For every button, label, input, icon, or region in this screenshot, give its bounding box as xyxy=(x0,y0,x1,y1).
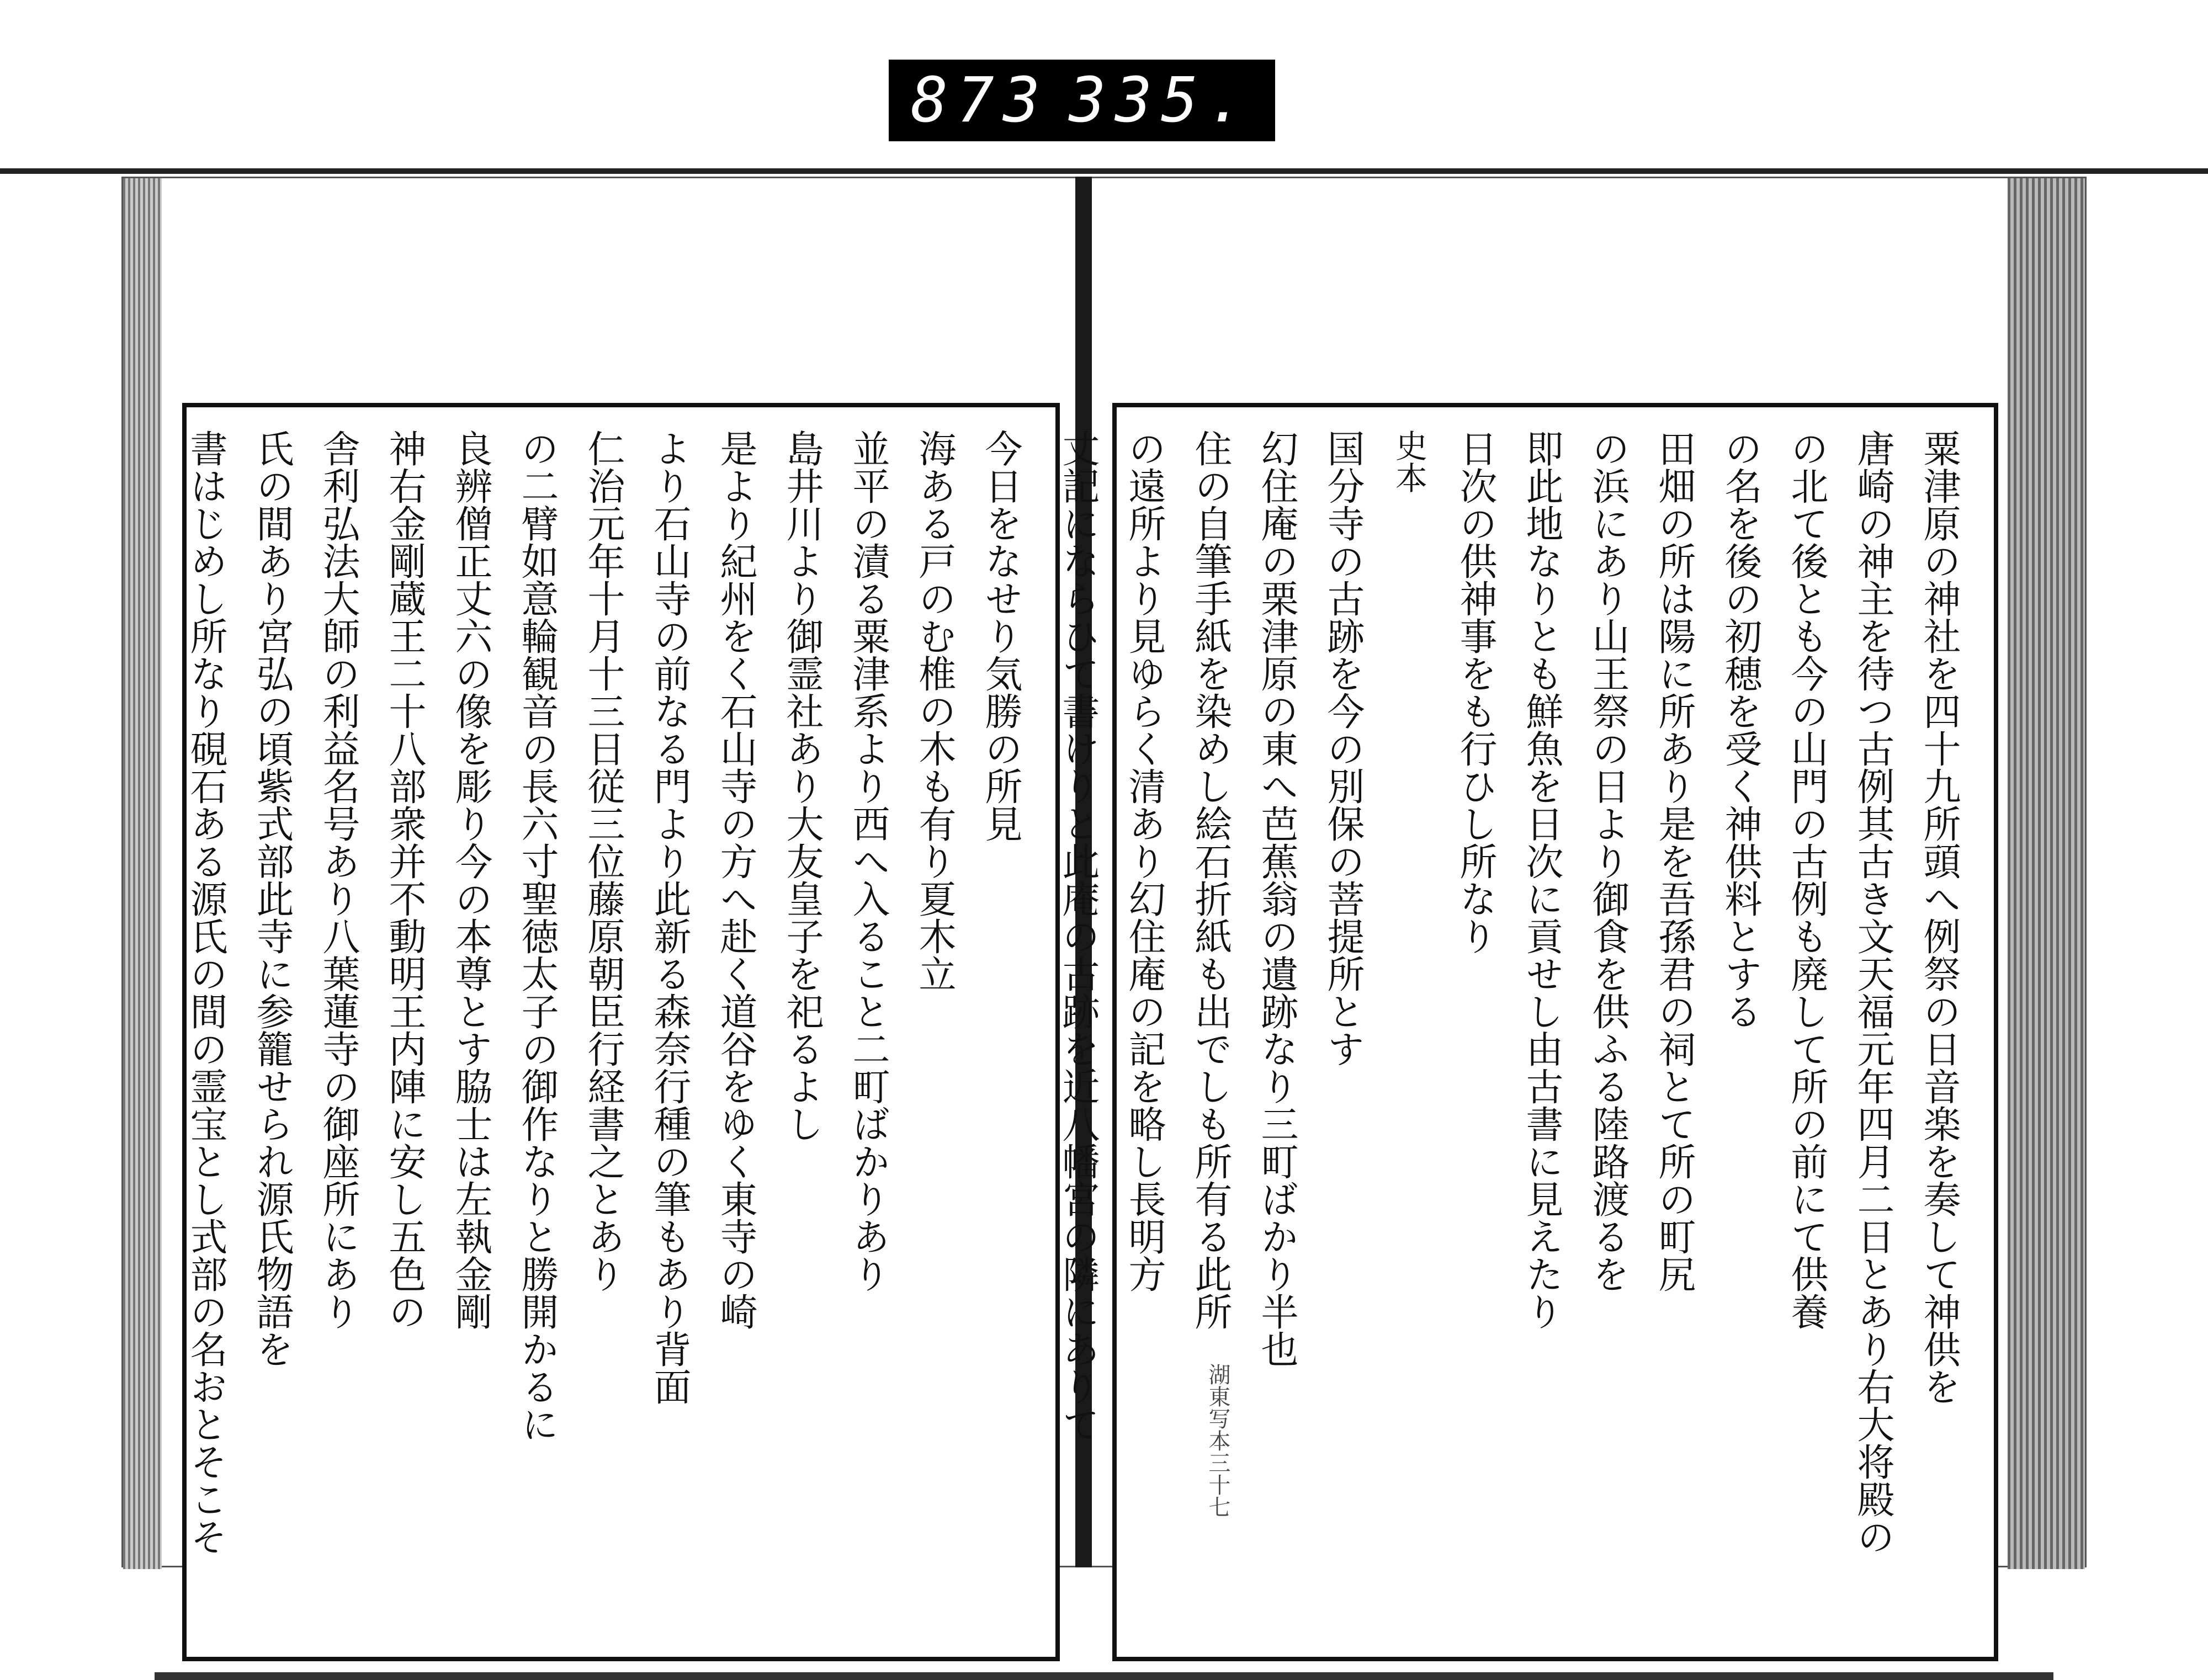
text-column: 唐崎の神主を待つ古例其古き文天福元年四月二日とあり右大将殿の xyxy=(1851,429,1894,1555)
text-column: 氏の間あり宮弘の頃紫式部此寺に参籠せられ源氏物語を xyxy=(250,429,294,1368)
text-column: 国分寺の古跡を今の別保の菩提所とす xyxy=(1321,429,1365,1067)
right-text-frame xyxy=(1056,403,1998,1661)
text-column: 神右金剛蔵王二十八部衆并不動明王内陣に安し五色の xyxy=(383,429,426,1330)
text-column: の北て後とも今の山門の古例も廃して所の前にて供養 xyxy=(1785,429,1828,1330)
text-column: 書はじめし所なり硯石ある源氏の間の霊宝とし式部の名おとそこそ xyxy=(184,429,227,1555)
bottom-rule xyxy=(155,1672,2053,1680)
text-column: の名を後の初穂を受く神供料とする xyxy=(1718,429,1762,1030)
text-column: 日次の供神事をも行ひし所なり xyxy=(1453,429,1497,955)
page-edge-right xyxy=(2008,178,2085,1569)
text-column: 即此地なりとも鮮魚を日次に貢せし由古書に見えたり xyxy=(1520,429,1563,1330)
text-column: 幻住庵の栗津原の東へ芭蕉翁の遺跡なり三町ばかり半也 xyxy=(1255,429,1298,1368)
text-column: 田畑の所は陽に所あり是を吾孫君の祠とて所の町尻 xyxy=(1652,429,1696,1293)
catalog-number-right: 335. xyxy=(1069,65,1253,136)
spine-text: 湖東写本三十七 xyxy=(1205,1363,1230,1518)
section-heading: 史本 xyxy=(1390,429,1427,493)
text-column: 舎利弘法大師の利益名号あり八葉蓮寺の御座所にあり xyxy=(316,429,360,1330)
text-column: より石山寺の前なる門より此新る森奈行種の筆もあり背面 xyxy=(647,429,691,1405)
page-edge-left xyxy=(123,178,162,1569)
text-column: の浜にあり山王祭の日より御食を供ふる陸路渡るを xyxy=(1586,429,1630,1293)
catalog-number-left: 873 xyxy=(911,65,1049,136)
text-column: 島井川より御霊社あり大友皇子を祀るよし xyxy=(780,429,824,1142)
left-text-frame xyxy=(182,403,1060,1661)
text-column: 今日をなせり気勝の所見 xyxy=(979,429,1022,842)
text-column: の二臂如意輪観音の長六寸聖徳太子の御作なりと勝開かるに xyxy=(515,429,559,1443)
text-column: 仁治元年十月十三日従三位藤原朝臣行経書之とあり xyxy=(581,429,625,1293)
text-column: 住の自筆手紙を染めし絵石折紙も出でしも所有る此所 xyxy=(1188,429,1232,1330)
text-column: 丈記にならひて書けりと此庵の古跡を近八幡宮の隣にありて xyxy=(1056,429,1100,1443)
text-column: 是より紀州をく石山寺の方へ赴く道谷をゆく東寺の崎 xyxy=(714,429,757,1330)
open-book xyxy=(121,177,2087,1567)
text-column: 並平の漬る粟津系より西へ入ること二町ばかりあり xyxy=(846,429,890,1293)
text-column: 良辨僧正丈六の像を彫り今の本尊とす脇士は左執金剛 xyxy=(449,429,492,1330)
text-column: 粟津原の神社を四十九所頭へ例祭の日音楽を奏して神供を xyxy=(1917,429,1961,1405)
text-column: の遠所より見ゆらく清あり幻住庵の記を略し長明方 xyxy=(1122,429,1166,1293)
right-text-area xyxy=(1056,429,1972,1635)
left-text-area xyxy=(184,429,1033,1635)
top-rule xyxy=(0,168,2208,174)
catalog-label xyxy=(889,60,1275,141)
text-column: 海ある戸のむ椎の木も有り夏木立 xyxy=(912,429,956,992)
